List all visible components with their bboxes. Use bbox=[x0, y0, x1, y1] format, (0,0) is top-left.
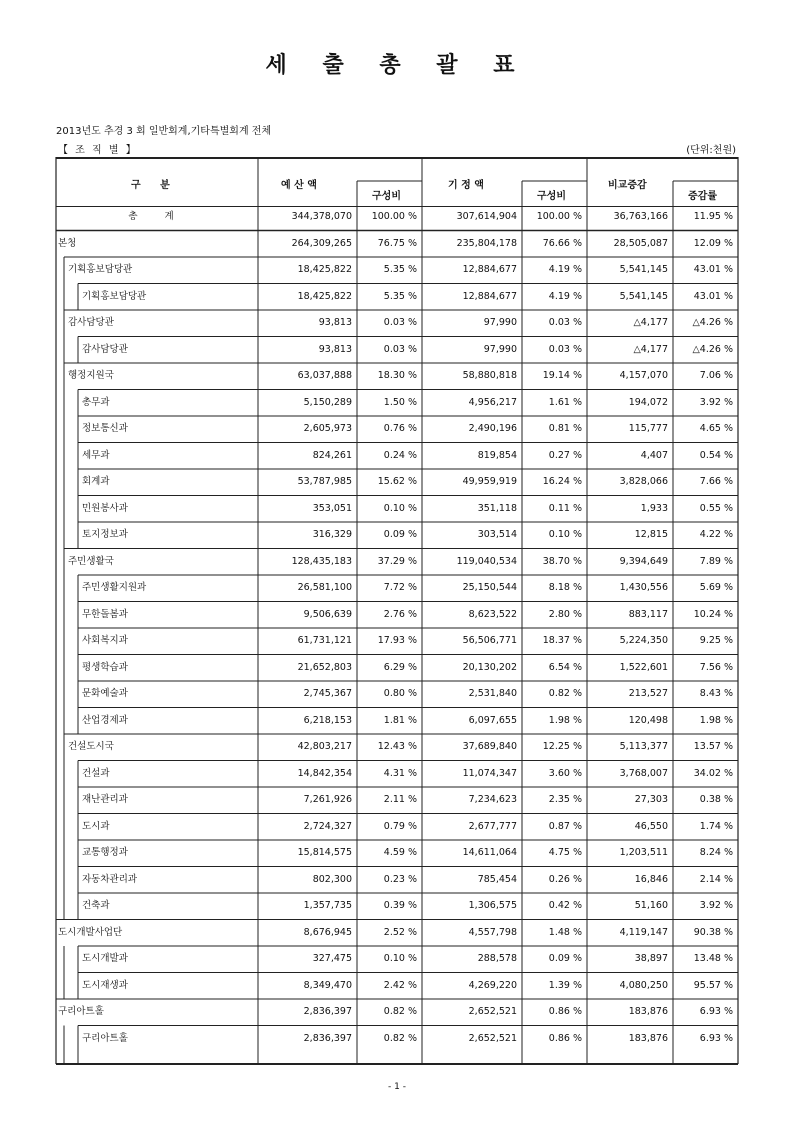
cell-diff: △4,177 bbox=[633, 343, 668, 355]
cell-rate: 12.09 % bbox=[693, 237, 733, 249]
cell-budget-ratio: 1.50 % bbox=[383, 396, 417, 408]
cell-budget-ratio: 37.29 % bbox=[377, 555, 417, 567]
cell-existing: 235,804,178 bbox=[456, 237, 517, 249]
cell-existing: 4,557,798 bbox=[468, 926, 517, 938]
row-label: 도시재생과 bbox=[82, 979, 128, 991]
cell-budget: 93,813 bbox=[318, 343, 352, 355]
cell-budget: 21,652,803 bbox=[297, 661, 352, 673]
table-row bbox=[56, 337, 738, 364]
cell-existing-ratio: 4.75 % bbox=[548, 847, 582, 858]
header-budget: 예 산 액 bbox=[281, 180, 317, 191]
cell-budget: 53,787,985 bbox=[297, 476, 352, 487]
cell-diff: 27,303 bbox=[634, 794, 668, 805]
cell-budget: 264,309,265 bbox=[291, 237, 352, 249]
cell-existing: 49,959,919 bbox=[462, 476, 517, 487]
cell-budget-ratio: 4.31 % bbox=[383, 767, 417, 779]
cell-diff: 213,527 bbox=[628, 688, 668, 699]
cell-diff: 5,113,377 bbox=[619, 741, 668, 752]
cell-budget-ratio: 4.59 % bbox=[383, 847, 417, 858]
table-row bbox=[56, 920, 738, 947]
cell-budget-ratio: 15.62 % bbox=[377, 476, 417, 487]
header-diff-rate: 증감률 bbox=[688, 191, 717, 202]
cell-existing-ratio: 100.00 % bbox=[536, 211, 582, 222]
cell-existing-ratio: 0.86 % bbox=[548, 1006, 582, 1017]
cell-rate: 43.01 % bbox=[693, 264, 733, 275]
cell-rate: 0.38 % bbox=[699, 794, 733, 805]
cell-existing: 7,234,623 bbox=[468, 794, 517, 805]
cell-existing-ratio: 0.09 % bbox=[548, 953, 582, 964]
cell-budget: 2,836,397 bbox=[303, 1006, 352, 1017]
group-label: 【 조 직 별 】 bbox=[58, 145, 138, 156]
cell-existing: 25,150,544 bbox=[462, 582, 517, 593]
row-label: 총 계 bbox=[128, 211, 186, 222]
cell-existing: 6,097,655 bbox=[468, 714, 517, 726]
cell-existing-ratio: 76.66 % bbox=[542, 237, 582, 249]
cell-diff: 38,897 bbox=[634, 953, 668, 964]
cell-budget: 8,349,470 bbox=[303, 979, 352, 991]
cell-rate: 6.93 % bbox=[699, 1032, 733, 1044]
cell-existing: 12,884,677 bbox=[462, 290, 517, 302]
cell-diff: 183,876 bbox=[628, 1032, 668, 1044]
table-row bbox=[56, 284, 738, 311]
cell-diff: 51,160 bbox=[634, 900, 668, 911]
row-label: 평생학습과 bbox=[82, 661, 128, 673]
cell-budget: 18,425,822 bbox=[297, 290, 352, 302]
cell-diff: 28,505,087 bbox=[613, 237, 668, 249]
row-label: 민원봉사과 bbox=[82, 502, 128, 514]
cell-budget: 15,814,575 bbox=[297, 847, 352, 858]
cell-rate: 5.69 % bbox=[699, 582, 733, 593]
cell-budget: 5,150,289 bbox=[303, 396, 352, 408]
cell-diff: 5,224,350 bbox=[619, 635, 668, 646]
cell-existing: 2,490,196 bbox=[468, 423, 517, 434]
page-number: - 1 - bbox=[388, 1082, 406, 1092]
row-label: 본청 bbox=[58, 237, 77, 249]
row-label: 건설도시국 bbox=[68, 741, 114, 752]
row-label: 자동차관리과 bbox=[82, 873, 138, 885]
cell-existing-ratio: 19.14 % bbox=[542, 370, 582, 381]
cell-existing: 56,506,771 bbox=[462, 635, 517, 646]
cell-existing: 307,614,904 bbox=[456, 211, 517, 222]
cell-rate: 7.56 % bbox=[699, 661, 733, 673]
cell-budget: 1,357,735 bbox=[303, 900, 352, 911]
row-label: 도시개발과 bbox=[82, 953, 128, 964]
row-label: 기획홍보담당관 bbox=[68, 264, 133, 275]
unit-label: (단위:천원) bbox=[686, 145, 736, 156]
cell-existing-ratio: 12.25 % bbox=[542, 741, 582, 752]
cell-budget: 316,329 bbox=[312, 529, 352, 540]
cell-existing: 12,884,677 bbox=[462, 264, 517, 275]
cell-budget: 327,475 bbox=[312, 953, 352, 964]
table-row bbox=[56, 867, 738, 894]
cell-rate: 4.22 % bbox=[699, 529, 733, 540]
cell-budget-ratio: 12.43 % bbox=[377, 741, 417, 752]
cell-budget-ratio: 17.93 % bbox=[377, 635, 417, 646]
cell-existing-ratio: 0.10 % bbox=[548, 529, 582, 540]
cell-existing-ratio: 8.18 % bbox=[548, 582, 582, 593]
cell-budget: 61,731,121 bbox=[297, 635, 352, 646]
page-title: 세 출 총 괄 표 bbox=[265, 53, 529, 78]
cell-budget: 26,581,100 bbox=[297, 582, 352, 593]
cell-diff: 5,541,145 bbox=[619, 264, 668, 275]
cell-rate: 95.57 % bbox=[693, 979, 733, 991]
cell-budget-ratio: 0.76 % bbox=[383, 423, 417, 434]
cell-budget: 8,676,945 bbox=[303, 926, 352, 938]
table-row bbox=[56, 681, 738, 708]
cell-existing-ratio: 0.26 % bbox=[548, 873, 582, 885]
cell-budget-ratio: 0.10 % bbox=[383, 502, 417, 514]
cell-rate: 8.43 % bbox=[699, 688, 733, 699]
cell-budget-ratio: 2.42 % bbox=[383, 979, 417, 991]
cell-existing-ratio: 4.19 % bbox=[548, 290, 582, 302]
cell-budget: 14,842,354 bbox=[297, 767, 352, 779]
cell-budget-ratio: 1.81 % bbox=[383, 714, 417, 726]
cell-budget-ratio: 0.03 % bbox=[383, 343, 417, 355]
cell-budget-ratio: 18.30 % bbox=[377, 370, 417, 381]
cell-diff: 5,541,145 bbox=[619, 290, 668, 302]
cell-diff: 9,394,649 bbox=[619, 555, 668, 567]
row-label: 구리아트홀 bbox=[82, 1032, 128, 1044]
table-row bbox=[56, 708, 738, 735]
cell-diff: 183,876 bbox=[628, 1006, 668, 1017]
cell-diff: 3,828,066 bbox=[619, 476, 668, 487]
cell-existing-ratio: 38.70 % bbox=[542, 555, 582, 567]
cell-existing-ratio: 2.80 % bbox=[548, 608, 582, 620]
cell-budget-ratio: 0.82 % bbox=[383, 1006, 417, 1017]
cell-existing-ratio: 1.39 % bbox=[548, 979, 582, 991]
row-label: 정보통신과 bbox=[82, 423, 128, 434]
cell-existing: 119,040,534 bbox=[456, 555, 517, 567]
cell-budget-ratio: 5.35 % bbox=[383, 290, 417, 302]
cell-existing: 1,306,575 bbox=[468, 900, 517, 911]
cell-budget-ratio: 0.82 % bbox=[383, 1032, 417, 1044]
table-row bbox=[56, 575, 738, 602]
cell-diff: 115,777 bbox=[628, 423, 668, 434]
cell-rate: △4.26 % bbox=[692, 317, 733, 328]
cell-existing-ratio: 0.82 % bbox=[548, 688, 582, 699]
cell-diff: 16,846 bbox=[634, 873, 668, 885]
cell-rate: 13.48 % bbox=[693, 953, 733, 964]
cell-diff: 194,072 bbox=[628, 396, 668, 408]
cell-budget-ratio: 0.09 % bbox=[383, 529, 417, 540]
cell-rate: 7.66 % bbox=[699, 476, 733, 487]
cell-existing: 2,531,840 bbox=[468, 688, 517, 699]
cell-diff: 1,933 bbox=[640, 502, 668, 514]
cell-existing: 288,578 bbox=[477, 953, 517, 964]
cell-existing: 4,269,220 bbox=[468, 979, 517, 991]
table-row bbox=[56, 549, 738, 576]
row-label: 감사담당관 bbox=[68, 317, 114, 328]
cell-existing-ratio: 0.11 % bbox=[548, 502, 582, 514]
cell-existing-ratio: 1.61 % bbox=[548, 396, 582, 408]
cell-existing-ratio: 18.37 % bbox=[542, 635, 582, 646]
cell-rate: 34.02 % bbox=[693, 767, 733, 779]
cell-existing: 4,956,217 bbox=[468, 396, 517, 408]
cell-rate: 1.98 % bbox=[699, 714, 733, 726]
cell-budget: 42,803,217 bbox=[297, 741, 352, 752]
table-row bbox=[56, 840, 738, 867]
header-budget-ratio: 구성비 bbox=[372, 191, 401, 202]
cell-existing-ratio: 6.54 % bbox=[548, 661, 582, 673]
cell-rate: 6.93 % bbox=[699, 1006, 733, 1017]
cell-diff: 1,203,511 bbox=[619, 847, 668, 858]
cell-existing-ratio: 1.98 % bbox=[548, 714, 582, 726]
row-label: 행정지원국 bbox=[68, 370, 114, 381]
table-row bbox=[56, 893, 738, 920]
table-row bbox=[56, 787, 738, 814]
table-row bbox=[56, 496, 738, 523]
cell-existing: 58,880,818 bbox=[462, 370, 517, 381]
header-diff: 비교증감 bbox=[608, 180, 647, 191]
cell-budget-ratio: 2.76 % bbox=[383, 608, 417, 620]
row-label: 건축과 bbox=[82, 900, 110, 911]
row-label: 재난관리과 bbox=[82, 794, 128, 805]
cell-existing-ratio: 1.48 % bbox=[548, 926, 582, 938]
row-label: 건설과 bbox=[82, 767, 110, 779]
cell-existing-ratio: 4.19 % bbox=[548, 264, 582, 275]
cell-diff: 46,550 bbox=[634, 820, 668, 832]
table-row bbox=[56, 1026, 738, 1053]
cell-budget-ratio: 76.75 % bbox=[377, 237, 417, 249]
cell-existing-ratio: 0.86 % bbox=[548, 1032, 582, 1044]
cell-budget-ratio: 7.72 % bbox=[383, 582, 417, 593]
cell-budget: 2,745,367 bbox=[303, 688, 352, 699]
cell-budget-ratio: 2.52 % bbox=[383, 926, 417, 938]
row-label: 주민생활지원과 bbox=[82, 582, 147, 593]
cell-diff: 1,430,556 bbox=[619, 582, 668, 593]
cell-diff: △4,177 bbox=[633, 317, 668, 328]
cell-budget: 824,261 bbox=[312, 449, 352, 461]
cell-budget-ratio: 5.35 % bbox=[383, 264, 417, 275]
cell-existing: 11,074,347 bbox=[462, 767, 517, 779]
table-row bbox=[56, 734, 738, 761]
cell-existing: 785,454 bbox=[477, 873, 517, 885]
cell-existing: 14,611,064 bbox=[462, 847, 517, 858]
cell-existing-ratio: 0.87 % bbox=[548, 820, 582, 832]
table-row bbox=[56, 390, 738, 417]
header-existing-ratio: 구성비 bbox=[537, 191, 566, 202]
table-row bbox=[56, 231, 738, 258]
row-label: 무한돌봄과 bbox=[82, 608, 128, 620]
total-row bbox=[56, 204, 738, 231]
cell-budget-ratio: 0.10 % bbox=[383, 953, 417, 964]
row-label: 세무과 bbox=[82, 449, 110, 461]
row-label: 회계과 bbox=[82, 476, 110, 487]
document-subtitle: 2013년도 추경 3 회 일반회계,기타특별회계 전체 bbox=[56, 126, 272, 137]
cell-budget: 2,724,327 bbox=[303, 820, 352, 832]
cell-budget: 128,435,183 bbox=[291, 555, 352, 567]
cell-rate: 10.24 % bbox=[693, 608, 733, 620]
cell-budget-ratio: 0.39 % bbox=[383, 900, 417, 911]
cell-budget: 7,261,926 bbox=[303, 794, 352, 805]
table-row bbox=[56, 257, 738, 284]
cell-existing: 819,854 bbox=[477, 449, 517, 461]
table-row bbox=[56, 655, 738, 682]
cell-budget: 63,037,888 bbox=[297, 370, 352, 381]
cell-budget-ratio: 100.00 % bbox=[371, 211, 417, 222]
cell-diff: 4,157,070 bbox=[619, 370, 668, 381]
cell-rate: 8.24 % bbox=[699, 847, 733, 858]
cell-diff: 4,080,250 bbox=[619, 979, 668, 991]
cell-budget: 2,836,397 bbox=[303, 1032, 352, 1044]
cell-existing: 2,677,777 bbox=[468, 820, 517, 832]
cell-existing-ratio: 0.81 % bbox=[548, 423, 582, 434]
cell-budget-ratio: 6.29 % bbox=[383, 661, 417, 673]
cell-rate: 7.06 % bbox=[699, 370, 733, 381]
cell-budget: 344,378,070 bbox=[291, 211, 352, 222]
cell-diff: 36,763,166 bbox=[613, 211, 668, 222]
cell-budget-ratio: 0.79 % bbox=[383, 820, 417, 832]
cell-budget-ratio: 0.03 % bbox=[383, 317, 417, 328]
cell-budget-ratio: 0.23 % bbox=[383, 873, 417, 885]
row-label: 산업경제과 bbox=[82, 714, 128, 726]
row-label: 감사담당관 bbox=[82, 343, 128, 355]
table-row bbox=[56, 363, 738, 390]
cell-diff: 3,768,007 bbox=[619, 767, 668, 779]
cell-diff: 12,815 bbox=[634, 529, 668, 540]
cell-diff: 4,407 bbox=[640, 449, 668, 461]
cell-rate: 13.57 % bbox=[693, 741, 733, 752]
table-row bbox=[56, 443, 738, 470]
table-row bbox=[56, 814, 738, 841]
cell-existing: 20,130,202 bbox=[462, 661, 517, 673]
row-label: 도시과 bbox=[82, 820, 110, 832]
row-label: 사회복지과 bbox=[82, 635, 128, 646]
table-row bbox=[56, 310, 738, 337]
cell-rate: 43.01 % bbox=[693, 290, 733, 302]
table-row bbox=[56, 522, 738, 549]
cell-budget: 18,425,822 bbox=[297, 264, 352, 275]
cell-existing-ratio: 0.03 % bbox=[548, 343, 582, 355]
cell-existing: 303,514 bbox=[477, 529, 517, 540]
row-label: 주민생활국 bbox=[68, 555, 114, 567]
cell-existing: 97,990 bbox=[483, 317, 517, 328]
row-label: 도시개발사업단 bbox=[58, 926, 123, 938]
cell-budget-ratio: 0.80 % bbox=[383, 688, 417, 699]
table-row bbox=[56, 946, 738, 973]
cell-budget: 353,051 bbox=[312, 502, 352, 514]
cell-budget: 93,813 bbox=[318, 317, 352, 328]
cell-budget-ratio: 0.24 % bbox=[383, 449, 417, 461]
cell-existing: 37,689,840 bbox=[462, 741, 517, 752]
table-row bbox=[56, 761, 738, 788]
cell-budget: 2,605,973 bbox=[303, 423, 352, 434]
cell-rate: 90.38 % bbox=[693, 926, 733, 938]
cell-diff: 883,117 bbox=[628, 608, 668, 620]
row-label: 교통행정과 bbox=[82, 847, 128, 858]
cell-existing-ratio: 16.24 % bbox=[542, 476, 582, 487]
row-label: 문화예술과 bbox=[82, 688, 128, 699]
cell-diff: 4,119,147 bbox=[619, 926, 668, 938]
cell-rate: 7.89 % bbox=[699, 555, 733, 567]
table-row bbox=[56, 416, 738, 443]
cell-rate: 4.65 % bbox=[699, 423, 733, 434]
table-row bbox=[56, 602, 738, 629]
table-row bbox=[56, 469, 738, 496]
cell-rate: 11.95 % bbox=[693, 211, 733, 222]
cell-budget: 6,218,153 bbox=[303, 714, 352, 726]
cell-existing-ratio: 0.27 % bbox=[548, 449, 582, 461]
cell-rate: 2.14 % bbox=[699, 873, 733, 885]
cell-existing-ratio: 0.03 % bbox=[548, 317, 582, 328]
cell-rate: 3.92 % bbox=[699, 900, 733, 911]
cell-rate: 3.92 % bbox=[699, 396, 733, 408]
cell-existing: 2,652,521 bbox=[468, 1032, 517, 1044]
table-row bbox=[56, 999, 738, 1026]
row-label: 기획홍보담당관 bbox=[82, 290, 147, 302]
cell-existing-ratio: 3.60 % bbox=[548, 767, 582, 779]
row-label: 구리아트홀 bbox=[58, 1006, 104, 1017]
table-row bbox=[56, 628, 738, 655]
cell-budget-ratio: 2.11 % bbox=[383, 794, 417, 805]
cell-rate: △4.26 % bbox=[692, 343, 733, 355]
header-category: 구 분 bbox=[131, 180, 178, 191]
cell-existing: 8,623,522 bbox=[468, 608, 517, 620]
cell-budget: 9,506,639 bbox=[303, 608, 352, 620]
cell-existing: 351,118 bbox=[477, 502, 517, 514]
cell-budget: 802,300 bbox=[312, 873, 352, 885]
cell-existing-ratio: 2.35 % bbox=[548, 794, 582, 805]
row-label: 토지정보과 bbox=[82, 529, 128, 540]
cell-diff: 1,522,601 bbox=[619, 661, 668, 673]
cell-existing: 2,652,521 bbox=[468, 1006, 517, 1017]
header-existing: 기 정 액 bbox=[448, 180, 484, 191]
cell-rate: 9.25 % bbox=[699, 635, 733, 646]
cell-rate: 0.55 % bbox=[699, 502, 733, 514]
cell-existing: 97,990 bbox=[483, 343, 517, 355]
cell-rate: 0.54 % bbox=[699, 449, 733, 461]
cell-rate: 1.74 % bbox=[699, 820, 733, 832]
row-label: 총무과 bbox=[82, 396, 110, 408]
cell-diff: 120,498 bbox=[628, 714, 668, 726]
table-row bbox=[56, 973, 738, 1000]
cell-existing-ratio: 0.42 % bbox=[548, 900, 582, 911]
